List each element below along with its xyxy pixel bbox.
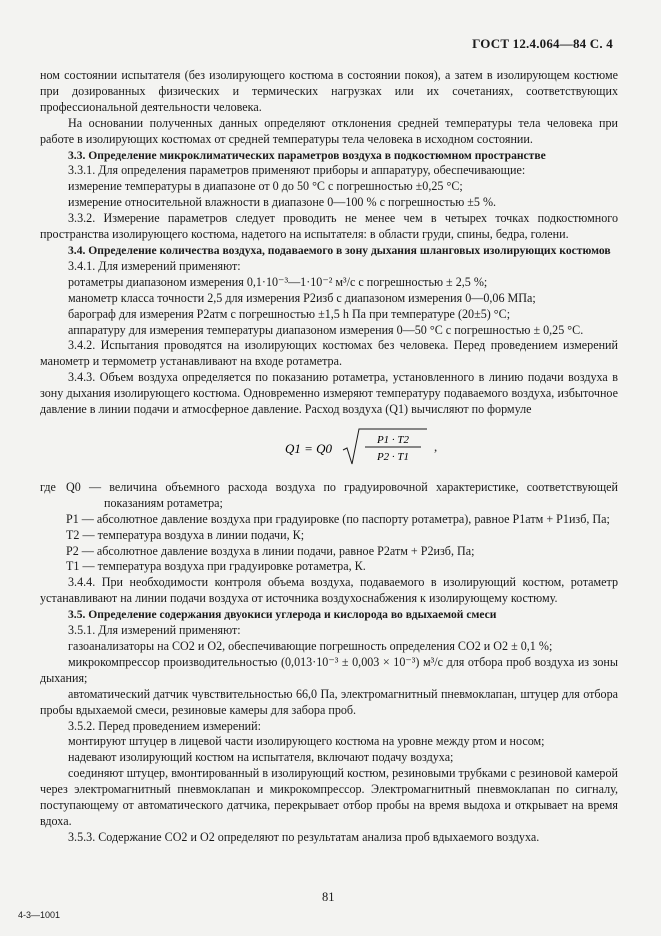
paragraph: 3.5.2. Перед проведением измерений:: [68, 718, 261, 733]
definitions-block: [40, 480, 618, 575]
definition-item: Q0 — величина объемного расхода воздуха по градуировочной характеристике, соответствующей показаниям ротаметра;: [66, 479, 618, 510]
list-item: надевают изолирующий костюм на испытателя, включают подачу воздуха;: [68, 750, 454, 765]
paragraph: 3.4.4. При необходимости контроля объема воздуха, подаваемого в изолирующий костюм, ротаметр устанавливают на линии подачи воздуха от источника воздухоснабжения к изолирующему костюму.: [40, 575, 618, 606]
formula-numerator: P1 · T2: [376, 433, 409, 446]
page-number: 81: [322, 890, 335, 904]
list-item: манометр класса точности 2,5 для измерения P2изб с диапазоном измерения 0—0,06 МПа;: [68, 290, 536, 305]
section-heading-3-3: 3.3. Определение микроклиматических параметров воздуха в подкостюмном пространстве: [68, 148, 546, 162]
list-item: автоматический датчик чувствительностью 66,0 Па, электромагнитный пневмоклапан, штуцер для отбора пробы вдыхаемой смеси, резиновые камеры для забора проб.: [40, 686, 618, 717]
list-item: аппаратуру для измерения температуры диапазоном измерения 0—50 °С с погрешностью ± 0,25 °С.: [68, 322, 584, 337]
formula: Q1 = Q0 P1 · T2 P2 · T1 ,: [100, 426, 618, 470]
paragraph: 3.4.1. Для измерений применяют:: [68, 258, 241, 273]
paragraph: 3.5.1. Для измерений применяют:: [68, 623, 241, 638]
list-item: барограф для измерения P2атм с погрешностью ±1,5 h Па при температуре (20±5) °С;: [68, 306, 511, 321]
list-item: микрокомпрессор производительностью (0,013·10⁻³ ± 0,003 × 10⁻³) м³/с для отбора проб воздуха из зоны дыхания;: [40, 654, 618, 685]
list-item: ротаметры диапазоном измерения 0,1·10⁻³—1·10⁻² м³/с с погрешностью ± 2,5 %;: [68, 274, 488, 289]
section-heading-3-5: 3.5. Определение содержания двуокиси углерода и кислорода во вдыхаемой смеси: [68, 608, 497, 622]
list-item: соединяют штуцер, вмонтированный в изолирующий костюм, резиновыми трубками с резиновой камерой через электромагнитный пневмоклапан и микрокомпрессор. Электромагнитный пневмоклапан по сигналу, поступающему от автоматического датчика, перекрывает отбор пробы на время выдоха и открывает на время вдоха.: [40, 766, 618, 828]
list-item: монтируют штуцер в лицевой части изолирующего костюма на уровне между ртом и носом;: [68, 734, 545, 749]
paragraph: ном состоянии испытателя (без изолирующего костюма в состоянии покоя), а затем в изолирующем костюме при дозированных физических и термических нагрузках или их сочетаниях, соответствующих профессиональной деятельности человека.: [40, 68, 618, 114]
definition-item: P2 — абсолютное давление воздуха в линии подачи, равное P2атм + P2изб, Па;: [66, 543, 475, 558]
list-item: измерение относительной влажности в диапазоне 0—100 % с погрешностью ±5 %.: [68, 195, 497, 210]
paragraph: 3.4.3. Объем воздуха определяется по показанию ротаметра, установленного в линию подачи воздуха в зону дыхания изолирующего костюма. Одновременно измеряют температуру подаваемого воздуха, избыточное давление в линии подачи и атмосферное давление. Расход воздуха (Q1) вычисляют по формуле: [40, 370, 618, 417]
formula-lhs: Q1 = Q0: [284, 440, 332, 456]
paragraph: 3.3.2. Измерение параметров следует проводить не менее чем в четырех точках подкостюмного пространства изолирующего костюма, надетого на испытателя: в области груди, спины, бедра, голени.: [40, 211, 618, 242]
paragraph: 3.5.3. Содержание CO2 и O2 определяют по результатам анализа проб вдыхаемого воздуха.: [68, 829, 540, 844]
page-header: ГОСТ 12.4.064—84 С. 4: [472, 36, 613, 51]
where-label: где: [40, 479, 56, 494]
definition-item: P1 — абсолютное давление воздуха при градуировке (по паспорту ротаметра), равное P1атм + P1изб, Па;: [66, 511, 610, 526]
formula-denominator: P2 · T1: [376, 450, 409, 463]
formula-graphic: [281, 426, 431, 470]
section-heading-3-4: 3.4. Определение количества воздуха, подаваемого в зону дыхания шланговых изолирующих костюмов: [68, 243, 611, 257]
list-item: газоанализаторы на CO2 и O2, обеспечивающие погрешность определения CO2 и O2 ± 0,1 %;: [68, 639, 553, 653]
list-item: измерение температуры в диапазоне от 0 до 50 °С с погрешностью ±0,25 °С;: [68, 179, 463, 194]
footer-code: 4-3—1001: [18, 910, 61, 920]
definition-item: T2 — температура воздуха в линии подачи, К;: [66, 527, 305, 542]
document-body: [40, 68, 618, 846]
paragraph: 3.3.1. Для определения параметров применяют приборы и аппаратуру, обеспечивающие:: [68, 163, 526, 178]
paragraph: 3.4.2. Испытания проводятся на изолирующих костюмах без человека. Перед проведением измерений манометр и термометр устанавливают на входе ротаметра.: [40, 338, 618, 369]
paragraph: На основании полученных данных определяют отклонения средней температуры тела человека при работе в изолирующих костюмах от средней температуры тела человека в исходном состоянии.: [40, 115, 618, 146]
definition-item: T1 — температура воздуха при градуировке ротаметра, К.: [66, 559, 366, 574]
